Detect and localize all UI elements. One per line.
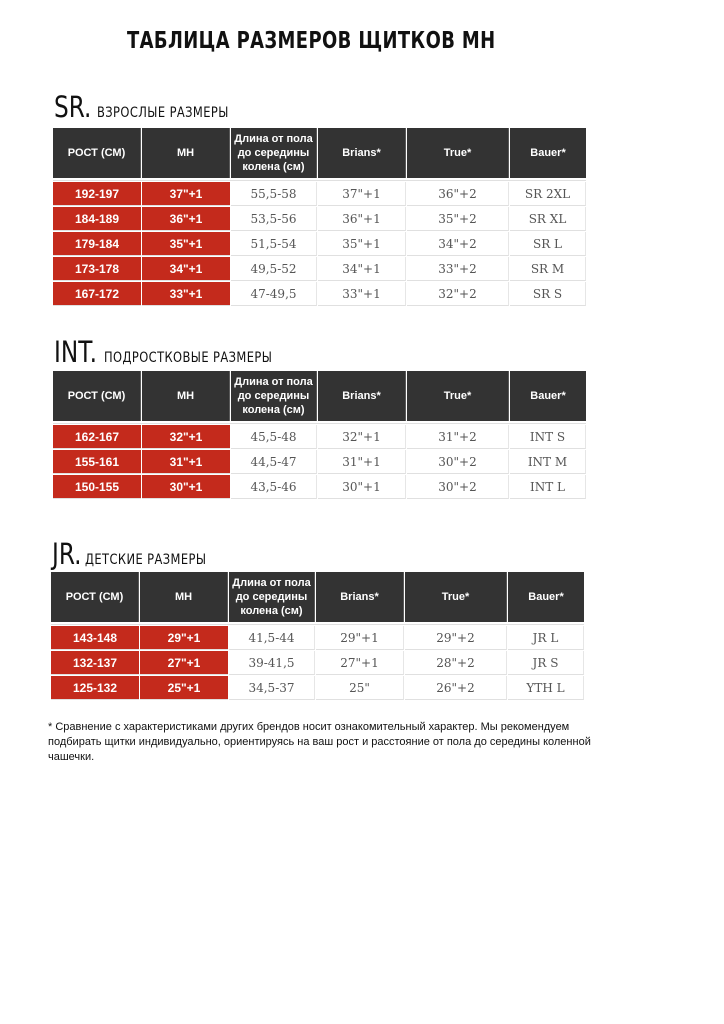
mh-size-cell: 33"+1 bbox=[142, 282, 230, 306]
mh-size-cell: 30"+1 bbox=[142, 475, 230, 499]
mh-size-cell: 37"+1 bbox=[142, 182, 230, 206]
section-heading-jr bbox=[52, 537, 233, 571]
table-row bbox=[53, 207, 586, 231]
column-header: МН bbox=[140, 572, 228, 622]
section-name: ДЕТСКИЕ РАЗМЕРЫ bbox=[85, 552, 207, 568]
table-row bbox=[51, 626, 584, 650]
column-header: РОСТ (СМ) bbox=[53, 371, 141, 421]
size-cell: JR L bbox=[508, 626, 584, 650]
size-cell: YTH L bbox=[508, 676, 584, 700]
table-row bbox=[53, 257, 586, 281]
height-cell: 143-148 bbox=[51, 626, 139, 650]
header-gap bbox=[51, 623, 584, 625]
section-name: ПОДРОСТКОВЫЕ РАЗМЕРЫ bbox=[104, 350, 273, 366]
table-row bbox=[53, 475, 586, 499]
column-header: МН bbox=[142, 371, 230, 421]
page-title: ТАБЛИЦА РАЗМЕРОВ ЩИТКОВ МН bbox=[127, 28, 496, 54]
size-cell: 45,5-48 bbox=[231, 425, 317, 449]
size-cell: 29"+2 bbox=[405, 626, 507, 650]
column-header: МН bbox=[142, 128, 230, 178]
mh-size-cell: 27"+1 bbox=[140, 651, 228, 675]
size-cell: SR M bbox=[510, 257, 586, 281]
size-cell: 34"+2 bbox=[407, 232, 509, 256]
column-header: Bauer* bbox=[510, 128, 586, 178]
size-cell: 27"+1 bbox=[316, 651, 404, 675]
size-cell: 53,5-56 bbox=[231, 207, 317, 231]
table-row bbox=[53, 182, 586, 206]
size-cell: 33"+2 bbox=[407, 257, 509, 281]
column-header: Brians* bbox=[318, 371, 406, 421]
column-header: Bauer* bbox=[508, 572, 584, 622]
size-cell: 30"+2 bbox=[407, 450, 509, 474]
size-cell: SR L bbox=[510, 232, 586, 256]
size-cell: 36"+1 bbox=[318, 207, 406, 231]
section-code: INT. bbox=[54, 335, 97, 369]
size-cell: JR S bbox=[508, 651, 584, 675]
size-cell: INT M bbox=[510, 450, 586, 474]
size-cell: 30"+2 bbox=[407, 475, 509, 499]
header-row bbox=[53, 128, 586, 178]
mh-size-cell: 31"+1 bbox=[142, 450, 230, 474]
size-cell: 35"+2 bbox=[407, 207, 509, 231]
size-cell: 43,5-46 bbox=[231, 475, 317, 499]
column-header: Длина от пола до середины колена (см) bbox=[231, 128, 317, 178]
column-header: Длина от пола до середины колена (см) bbox=[229, 572, 315, 622]
size-cell: 25" bbox=[316, 676, 404, 700]
size-cell: 26"+2 bbox=[405, 676, 507, 700]
size-cell: 31"+1 bbox=[318, 450, 406, 474]
mh-size-cell: 36"+1 bbox=[142, 207, 230, 231]
size-cell: 28"+2 bbox=[405, 651, 507, 675]
size-cell: 34,5-37 bbox=[229, 676, 315, 700]
size-cell: SR S bbox=[510, 282, 586, 306]
header-row bbox=[53, 371, 586, 421]
height-cell: 132-137 bbox=[51, 651, 139, 675]
size-cell: 37"+1 bbox=[318, 182, 406, 206]
size-cell: 39-41,5 bbox=[229, 651, 315, 675]
size-cell: 33"+1 bbox=[318, 282, 406, 306]
mh-size-cell: 34"+1 bbox=[142, 257, 230, 281]
height-cell: 162-167 bbox=[53, 425, 141, 449]
height-cell: 150-155 bbox=[53, 475, 141, 499]
mh-size-cell: 29"+1 bbox=[140, 626, 228, 650]
size-cell: SR XL bbox=[510, 207, 586, 231]
section-name: ВЗРОСЛЫЕ РАЗМЕРЫ bbox=[97, 105, 229, 121]
size-cell: 35"+1 bbox=[318, 232, 406, 256]
column-header: Bauer* bbox=[510, 371, 586, 421]
size-cell: 55,5-58 bbox=[231, 182, 317, 206]
table-row bbox=[53, 282, 586, 306]
size-cell: 32"+1 bbox=[318, 425, 406, 449]
column-header: Brians* bbox=[316, 572, 404, 622]
size-cell: 49,5-52 bbox=[231, 257, 317, 281]
size-cell: 51,5-54 bbox=[231, 232, 317, 256]
footnote: * Сравнение с характеристиками других брендов носит ознакомительный характер. Мы рекомендуем подбирать щитки индивидуально, ориентируясь на ваш рост и расстояние от пола до середины коленной чашечки. bbox=[48, 721, 591, 763]
size-table-jr bbox=[50, 571, 585, 701]
section-heading-sr bbox=[54, 90, 258, 124]
size-cell: 41,5-44 bbox=[229, 626, 315, 650]
column-header: РОСТ (СМ) bbox=[53, 128, 141, 178]
header-gap bbox=[53, 179, 586, 181]
height-cell: 179-184 bbox=[53, 232, 141, 256]
size-cell: 32"+2 bbox=[407, 282, 509, 306]
size-cell: 44,5-47 bbox=[231, 450, 317, 474]
size-cell: INT S bbox=[510, 425, 586, 449]
column-header: РОСТ (СМ) bbox=[51, 572, 139, 622]
column-header: Brians* bbox=[318, 128, 406, 178]
size-cell: 47-49,5 bbox=[231, 282, 317, 306]
section-code: JR. bbox=[52, 537, 82, 571]
table-row bbox=[53, 425, 586, 449]
size-cell: 31"+2 bbox=[407, 425, 509, 449]
size-cell: 34"+1 bbox=[318, 257, 406, 281]
mh-size-cell: 35"+1 bbox=[142, 232, 230, 256]
table-row bbox=[51, 676, 584, 700]
size-cell: 36"+2 bbox=[407, 182, 509, 206]
size-cell: INT L bbox=[510, 475, 586, 499]
table-row bbox=[53, 450, 586, 474]
section-code: SR. bbox=[54, 90, 92, 124]
size-cell: 30"+1 bbox=[318, 475, 406, 499]
table-row bbox=[51, 651, 584, 675]
height-cell: 125-132 bbox=[51, 676, 139, 700]
header-row bbox=[51, 572, 584, 622]
table-row bbox=[53, 232, 586, 256]
section-heading-int bbox=[54, 335, 309, 369]
mh-size-cell: 25"+1 bbox=[140, 676, 228, 700]
size-cell: 29"+1 bbox=[316, 626, 404, 650]
size-table-int bbox=[52, 370, 587, 500]
column-header: True* bbox=[405, 572, 507, 622]
size-table-sr bbox=[52, 127, 587, 307]
column-header: Длина от пола до середины колена (см) bbox=[231, 371, 317, 421]
header-gap bbox=[53, 422, 586, 424]
height-cell: 184-189 bbox=[53, 207, 141, 231]
height-cell: 155-161 bbox=[53, 450, 141, 474]
size-cell: SR 2XL bbox=[510, 182, 586, 206]
height-cell: 167-172 bbox=[53, 282, 141, 306]
column-header: True* bbox=[407, 128, 509, 178]
mh-size-cell: 32"+1 bbox=[142, 425, 230, 449]
height-cell: 173-178 bbox=[53, 257, 141, 281]
column-header: True* bbox=[407, 371, 509, 421]
height-cell: 192-197 bbox=[53, 182, 141, 206]
